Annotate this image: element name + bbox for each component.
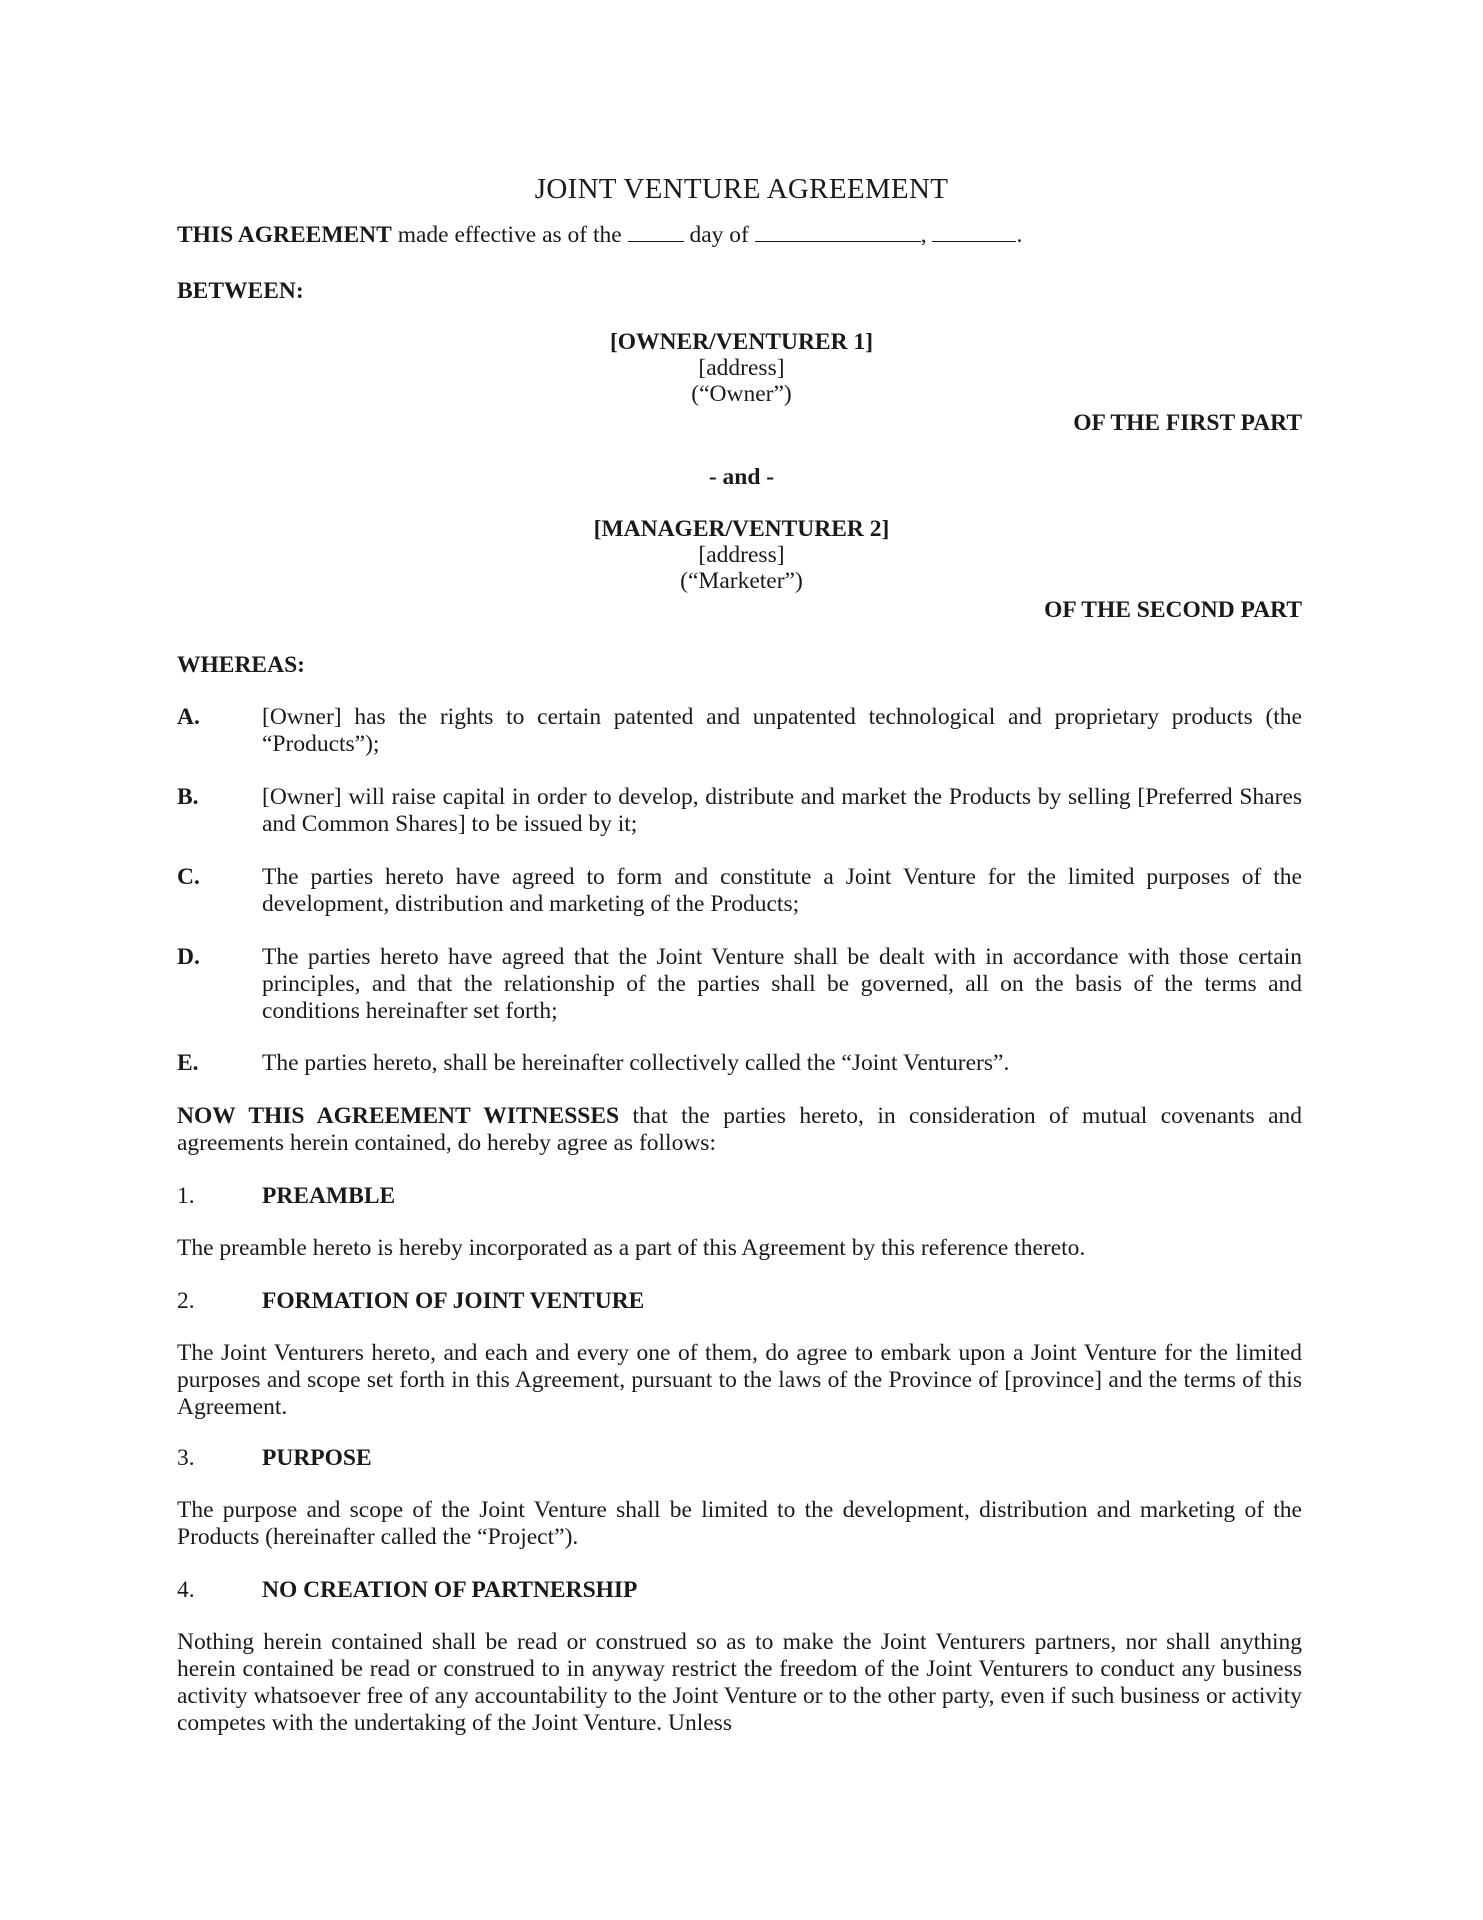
section-heading: PREAMBLE xyxy=(262,1183,396,1209)
section-body: The purpose and scope of the Joint Venture shall be limited to the development, distribution and marketing of the Products (hereinafter called the “Project”). xyxy=(177,1497,1302,1550)
witness-paragraph xyxy=(177,1103,1302,1157)
recital-letter: B. xyxy=(177,784,199,810)
party-1-part: OF THE FIRST PART xyxy=(1073,410,1302,436)
section-body: The Joint Venturers hereto, and each and every one of them, do agree to embark upon a Joint Venture for the limited purposes and scope set forth in this Agreement, pursuant to the laws of the Province of [province] and the terms of this Agreement. xyxy=(177,1340,1302,1420)
whereas-label: WHEREAS: xyxy=(177,652,305,678)
section-heading: FORMATION OF JOINT VENTURE xyxy=(262,1288,645,1314)
party-1-name: [OWNER/VENTURER 1] xyxy=(609,329,874,355)
party-1-address: [address] xyxy=(698,355,785,381)
intro-text-2: day of xyxy=(689,222,749,248)
section-number: 1. xyxy=(177,1183,195,1209)
between-label: BETWEEN: xyxy=(177,278,304,304)
section-heading: PURPOSE xyxy=(262,1445,372,1471)
recital-letter: A. xyxy=(177,704,200,730)
recital-letter: D. xyxy=(177,944,200,970)
section-heading: NO CREATION OF PARTNERSHIP xyxy=(262,1577,638,1603)
section-body: Nothing herein contained shall be read or construed so as to make the Joint Venturers partners, nor shall anything herein contained be read or construed to in anyway restrict the freedom of the Joint Venturers to conduct any business activity whatsoever free of any accountability to the Joint Venture or to the other party, even if such business or activity competes with the undertaking of the Joint Venture. Unless xyxy=(177,1629,1302,1736)
intro-period: . xyxy=(1016,222,1023,248)
witness-text: that the parties hereto, in consideration of mutual covenants and agreements herein contained, do hereby agree as follows: xyxy=(177,1103,1303,1156)
section-number: 3. xyxy=(177,1445,195,1471)
recital-text: The parties hereto, shall be hereinafter collectively called the “Joint Venturers”. xyxy=(262,1050,1010,1076)
recital-text: The parties hereto have agreed that the Joint Venture shall be dealt with in accordance with those certain principles, and that the relationship of the parties shall be governed, all on the basis of the terms and conditions hereinafter set forth; xyxy=(262,944,1302,1024)
section-number: 4. xyxy=(177,1577,195,1603)
section-body: The preamble hereto is hereby incorporated as a part of this Agreement by this reference thereto. xyxy=(177,1235,1086,1261)
intro-line xyxy=(177,222,1302,249)
intro-comma: , xyxy=(920,222,927,248)
party-2-address: [address] xyxy=(698,542,785,568)
month-blank xyxy=(755,223,921,242)
intro-text-1: made effective as of the xyxy=(397,222,622,248)
recital-text: [Owner] has the rights to certain patented and unpatented technological and proprietary products (the “Products”); xyxy=(262,704,1302,757)
recital-text: [Owner] will raise capital in order to develop, distribute and market the Products by selling [Preferred Shares and Common Shares] to be issued by it; xyxy=(262,784,1302,837)
year-blank xyxy=(932,223,1016,242)
party-2-name: [MANAGER/VENTURER 2] xyxy=(593,516,890,542)
page-title: JOINT VENTURE AGREEMENT xyxy=(534,173,949,205)
recital-letter: C. xyxy=(177,864,200,890)
day-blank xyxy=(628,223,684,242)
intro-bold-lead: THIS AGREEMENT xyxy=(177,222,392,248)
party-2-alias: (“Marketer”) xyxy=(680,568,803,594)
recital-text: The parties hereto have agreed to form and constitute a Joint Venture for the limited purposes of the development, distribution and marketing of the Products; xyxy=(262,864,1302,917)
party-2-part: OF THE SECOND PART xyxy=(1044,597,1302,623)
witness-bold-lead: NOW THIS AGREEMENT WITNESSES xyxy=(177,1103,620,1129)
and-label: - and - xyxy=(708,464,775,490)
party-1-alias: (“Owner”) xyxy=(691,381,792,407)
recital-letter: E. xyxy=(177,1050,199,1076)
section-number: 2. xyxy=(177,1288,195,1314)
